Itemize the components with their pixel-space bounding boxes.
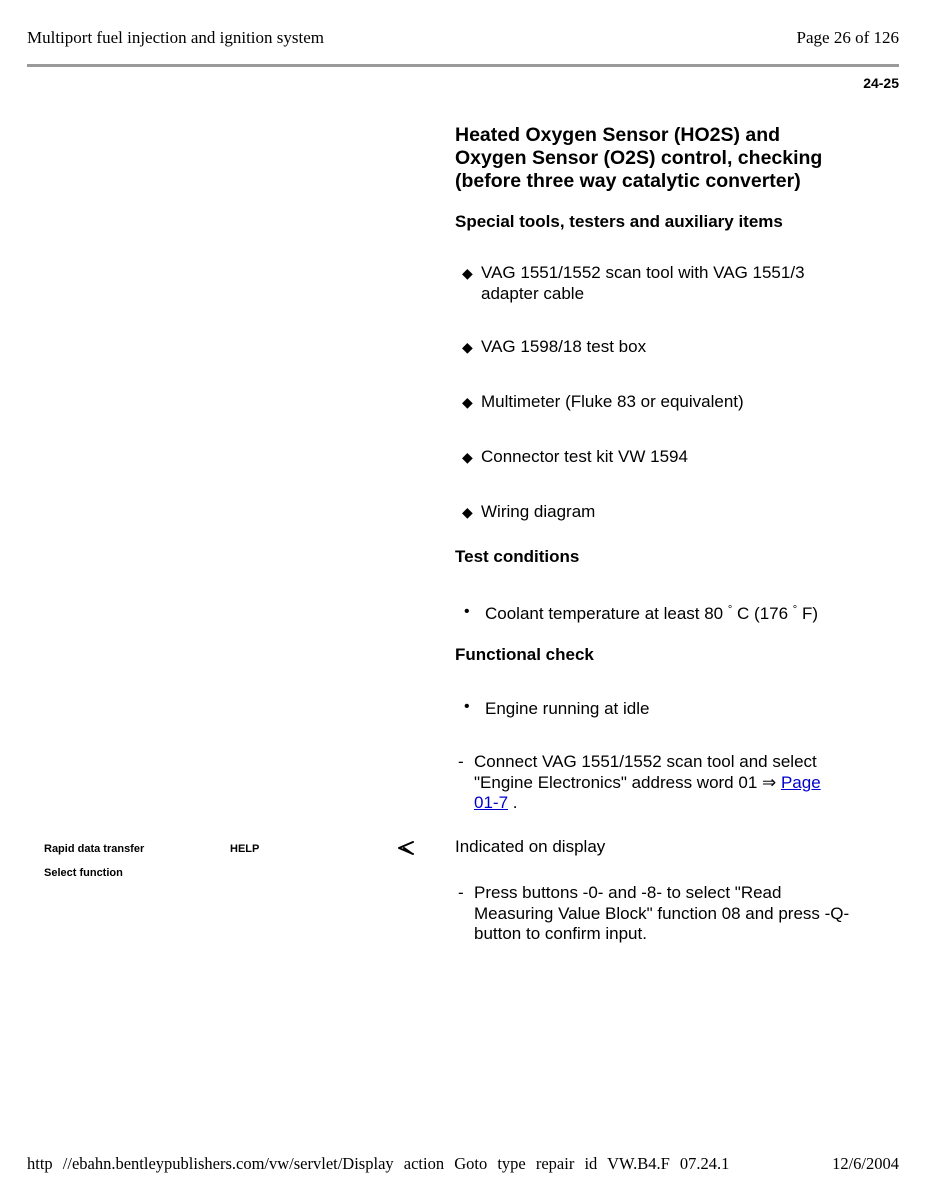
display-line-2: Select function (44, 867, 123, 879)
header-divider (27, 64, 899, 67)
document-title: Multiport fuel injection and ignition system (27, 28, 324, 47)
footer-url: http //ebahn.bentleypublishers.com/vw/servlet/Display action Goto type repair id VW.B4.F 07.24.1 (27, 1154, 730, 1173)
footer-date: 12/6/2004 (832, 1154, 899, 1173)
heading-line: Oxygen Sensor (O2S) control, checking (455, 147, 823, 169)
diamond-bullet-icon: ◆ (462, 394, 473, 410)
instruction-step: - Connect VAG 1551/1552 scan tool and select "Engine Electronics" address word 01 ⇒ Page 01-7 . (458, 752, 821, 812)
tool-item: ◆ Wiring diagram (462, 502, 596, 521)
tool-item: ◆ Multimeter (Fluke 83 or equivalent) (462, 392, 744, 411)
diamond-bullet-icon: ◆ (462, 265, 473, 281)
tool-item: ◆ Connector test kit VW 1594 (462, 447, 688, 466)
round-bullet-icon: • (464, 698, 470, 715)
diamond-bullet-icon: ◆ (462, 449, 473, 465)
indicated-label: Indicated on display (455, 837, 606, 856)
section-number: 24-25 (863, 75, 899, 91)
round-bullet-icon: • (464, 603, 470, 620)
functional-item: • Engine running at idle (464, 698, 650, 718)
tool-item: ◆ VAG 1551/1552 scan tool with VAG 1551/3 adapter cable (462, 263, 805, 303)
display-line-1-left: Rapid data transfer (44, 843, 145, 855)
tool-item: ◆ VAG 1598/18 test box (462, 337, 647, 356)
condition-item: • Coolant temperature at least 80 ° C (176 ° F) (464, 603, 818, 623)
pointer-arrow-icon (397, 839, 415, 857)
tools-heading: Special tools, testers and auxiliary items (455, 212, 783, 231)
conditions-heading: Test conditions (455, 547, 580, 566)
instruction-step: - Press buttons -0- and -8- to select "Read Measuring Value Block" function 08 and press -Q- button to confirm input. (458, 883, 850, 943)
dash-marker: - (458, 883, 464, 902)
display-line-1-right: HELP (230, 843, 260, 855)
heading-line: (before three way catalytic converter) (455, 170, 801, 192)
functional-heading: Functional check (455, 645, 594, 664)
page-heading (455, 124, 885, 193)
diamond-bullet-icon: ◆ (462, 504, 473, 520)
dash-marker: - (458, 752, 464, 771)
heading-line: Heated Oxygen Sensor (HO2S) and (455, 124, 781, 146)
page-link[interactable]: 01-7 (474, 793, 509, 812)
page-indicator: Page 26 of 126 (796, 28, 899, 47)
page-link[interactable]: Page (780, 772, 821, 792)
diamond-bullet-icon: ◆ (462, 339, 473, 355)
